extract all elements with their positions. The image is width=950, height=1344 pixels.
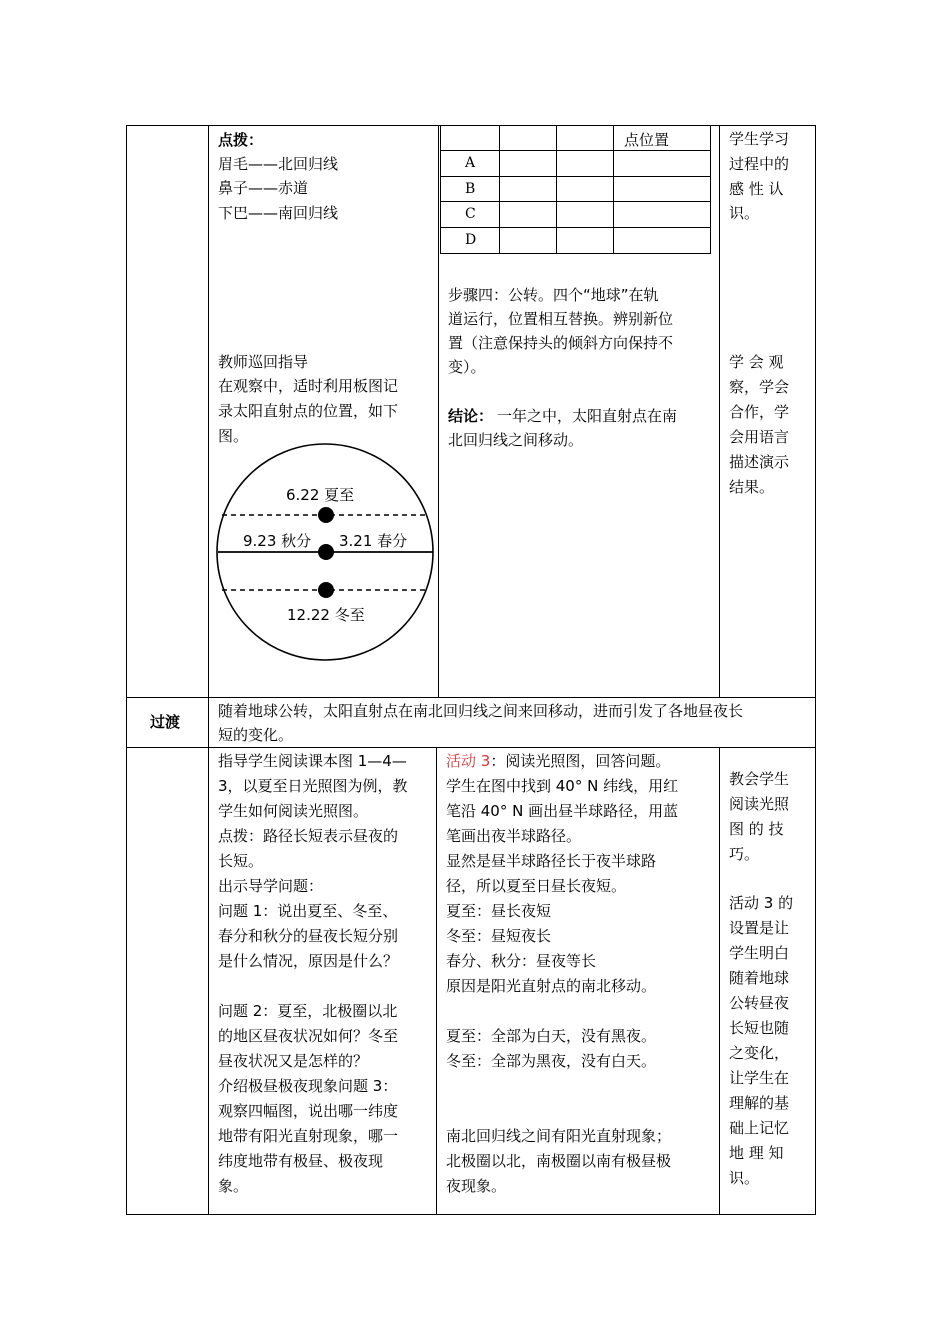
conclusion-line-2: 北回归线之间移动。 — [448, 431, 584, 449]
guide-line-3: 图。 — [218, 427, 249, 445]
equinox-point — [318, 544, 334, 560]
conclusion-label: 结论： — [448, 407, 494, 425]
activity3-task: ：阅读光照图，回答问题。 — [490, 752, 671, 770]
student-bottom-line-1: 南北回归线之间有阳光直射现象； — [446, 1127, 672, 1145]
goal-b-line-9: 理解的基 — [729, 1094, 790, 1112]
student-line-1: 学生在图中找到 40° N 纬线，用红 — [446, 777, 679, 795]
purpose-b-line-3: 合作，学 — [729, 403, 790, 421]
activity3-label: 活动 3 — [446, 752, 491, 770]
purpose-b-line-1: 学 会 观 — [729, 353, 784, 371]
label-winter-solstice: 12.22 冬至 — [287, 606, 365, 624]
transition-line-2: 短的变化。 — [218, 726, 294, 744]
label-spring-equinox: 3.21 春分 — [339, 532, 408, 550]
teacher-line-5: 长短。 — [218, 852, 264, 870]
hint-line-2: 鼻子——赤道 — [218, 179, 309, 197]
goal-b-line-5: 公转昼夜 — [729, 994, 790, 1012]
student-line-8: 春分、秋分：昼夜等长 — [446, 952, 597, 970]
step4-line-1: 步骤四：公转。四个“地球”在轨 — [448, 286, 659, 304]
purpose-b-line-6: 结果。 — [729, 478, 775, 496]
teacher-line-8: 春分和秋分的昼夜长短分别 — [218, 927, 399, 945]
student-line-11: 夏至：全部为白天，没有黑夜。 — [446, 1027, 657, 1045]
purpose-a-line-3: 感 性 认 — [729, 180, 784, 198]
teacher-line-13: 昼夜状况又是怎样的？ — [218, 1052, 369, 1070]
transition-line-1: 随着地球公转，太阳直射点在南北回归线之间来回移动，进而引发了各地昼夜长 — [218, 702, 744, 720]
goal-b-line-10: 础上记忆 — [729, 1119, 790, 1137]
step4-line-3: 置（注意保持头的倾斜方向保持不 — [448, 334, 674, 352]
teacher-line-9: 是什么情况，原因是什么？ — [218, 952, 399, 970]
winter-point — [318, 582, 334, 598]
purpose-b-line-5: 描述演示 — [729, 453, 790, 471]
goal-a-line-1: 教会学生 — [729, 770, 790, 788]
table-row-c: C — [465, 206, 476, 222]
goal-a-line-3: 图 的 技 — [729, 820, 784, 838]
hint-heading: 点拨： — [218, 131, 264, 149]
goal-b-line-12: 识。 — [729, 1169, 760, 1187]
label-summer-solstice: 6.22 夏至 — [286, 486, 355, 504]
student-line-12: 冬至：全部为黑夜，没有白天。 — [446, 1052, 657, 1070]
teacher-line-1: 指导学生阅读课本图 1—4— — [218, 752, 407, 770]
goal-b-line-1: 活动 3 的 — [729, 894, 794, 912]
student-line-3: 笔画出夜半球路径。 — [446, 827, 582, 845]
goal-b-line-4: 随着地球 — [729, 969, 790, 987]
student-line-4: 显然是昼半球路径长于夜半球路 — [446, 852, 657, 870]
student-line-5: 径，所以夏至日昼长夜短。 — [446, 877, 627, 895]
goal-b-line-3: 学生明白 — [729, 944, 790, 962]
summer-point — [318, 507, 334, 523]
goal-b-line-11: 地 理 知 — [729, 1144, 784, 1162]
purpose-a-line-2: 过程中的 — [729, 155, 790, 173]
goal-a-line-4: 巧。 — [729, 845, 760, 863]
purpose-a-line-1: 学生学习 — [729, 130, 790, 148]
step4-line-4: 变）。 — [448, 358, 486, 376]
purpose-b-line-4: 会用语言 — [729, 428, 790, 446]
teacher-line-2: 3，以夏至日光照图为例，教 — [218, 777, 408, 795]
teacher-line-16: 地带有阳光直射现象，哪一 — [218, 1127, 399, 1145]
conclusion-line-1: 一年之中，太阳直射点在南 — [497, 407, 678, 425]
table-row-d: D — [465, 232, 477, 248]
activity3-line — [446, 749, 670, 774]
goal-b-line-7: 之变化， — [729, 1044, 790, 1062]
teacher-line-14: 介绍极昼极夜现象问题 3： — [218, 1077, 398, 1095]
teacher-line-15: 观察四幅图，说出哪一纬度 — [218, 1102, 399, 1120]
guide-line-1: 在观察中，适时利用板图记 — [218, 377, 399, 395]
teacher-line-18: 象。 — [218, 1177, 249, 1195]
student-bottom-line-3: 夜现象。 — [446, 1177, 507, 1195]
student-line-6: 夏至：昼长夜短 — [446, 902, 552, 920]
table-row-a: A — [465, 155, 476, 171]
student-line-9: 原因是阳光直射点的南北移动。 — [446, 977, 657, 995]
student-line-7: 冬至：昼短夜长 — [446, 927, 552, 945]
table-header-position: 点位置 — [624, 131, 670, 149]
hint-line-3: 下巴——南回归线 — [218, 204, 339, 222]
student-bottom-line-2: 北极圈以北，南极圈以南有极昼极 — [446, 1152, 672, 1170]
goal-b-line-8: 让学生在 — [729, 1069, 790, 1087]
guide-line-2: 录太阳直射点的位置，如下 — [218, 402, 399, 420]
teacher-line-12: 的地区昼夜状况如何？冬至 — [218, 1027, 399, 1045]
teacher-line-6: 出示导学问题： — [218, 877, 324, 895]
purpose-b-line-2: 察，学会 — [729, 378, 790, 396]
purpose-a-line-4: 识。 — [729, 204, 760, 222]
teacher-line-7: 问题 1：说出夏至、冬至、 — [218, 902, 398, 920]
teacher-line-17: 纬度地带有极昼、极夜现 — [218, 1152, 384, 1170]
table-row-b: B — [465, 181, 476, 197]
goal-b-line-2: 设置是让 — [729, 919, 790, 937]
guide-title: 教师巡回指导 — [218, 353, 309, 371]
goal-b-line-6: 长短也随 — [729, 1019, 790, 1037]
sun-point-diagram — [208, 440, 438, 680]
student-line-2: 笔沿 40° N 画出昼半球路径，用蓝 — [446, 802, 679, 820]
teacher-line-4: 点拨：路径长短表示昼夜的 — [218, 827, 399, 845]
teacher-line-3: 学生如何阅读光照图。 — [218, 802, 369, 820]
hint-line-1: 眉毛——北回归线 — [218, 155, 339, 173]
label-autumn-equinox: 9.23 秋分 — [243, 532, 312, 550]
transition-label: 过渡 — [150, 713, 181, 731]
goal-a-line-2: 阅读光照 — [729, 795, 790, 813]
step4-line-2: 道运行，位置相互替换。辨别新位 — [448, 310, 674, 328]
teacher-line-11: 问题 2：夏至，北极圈以北 — [218, 1002, 398, 1020]
